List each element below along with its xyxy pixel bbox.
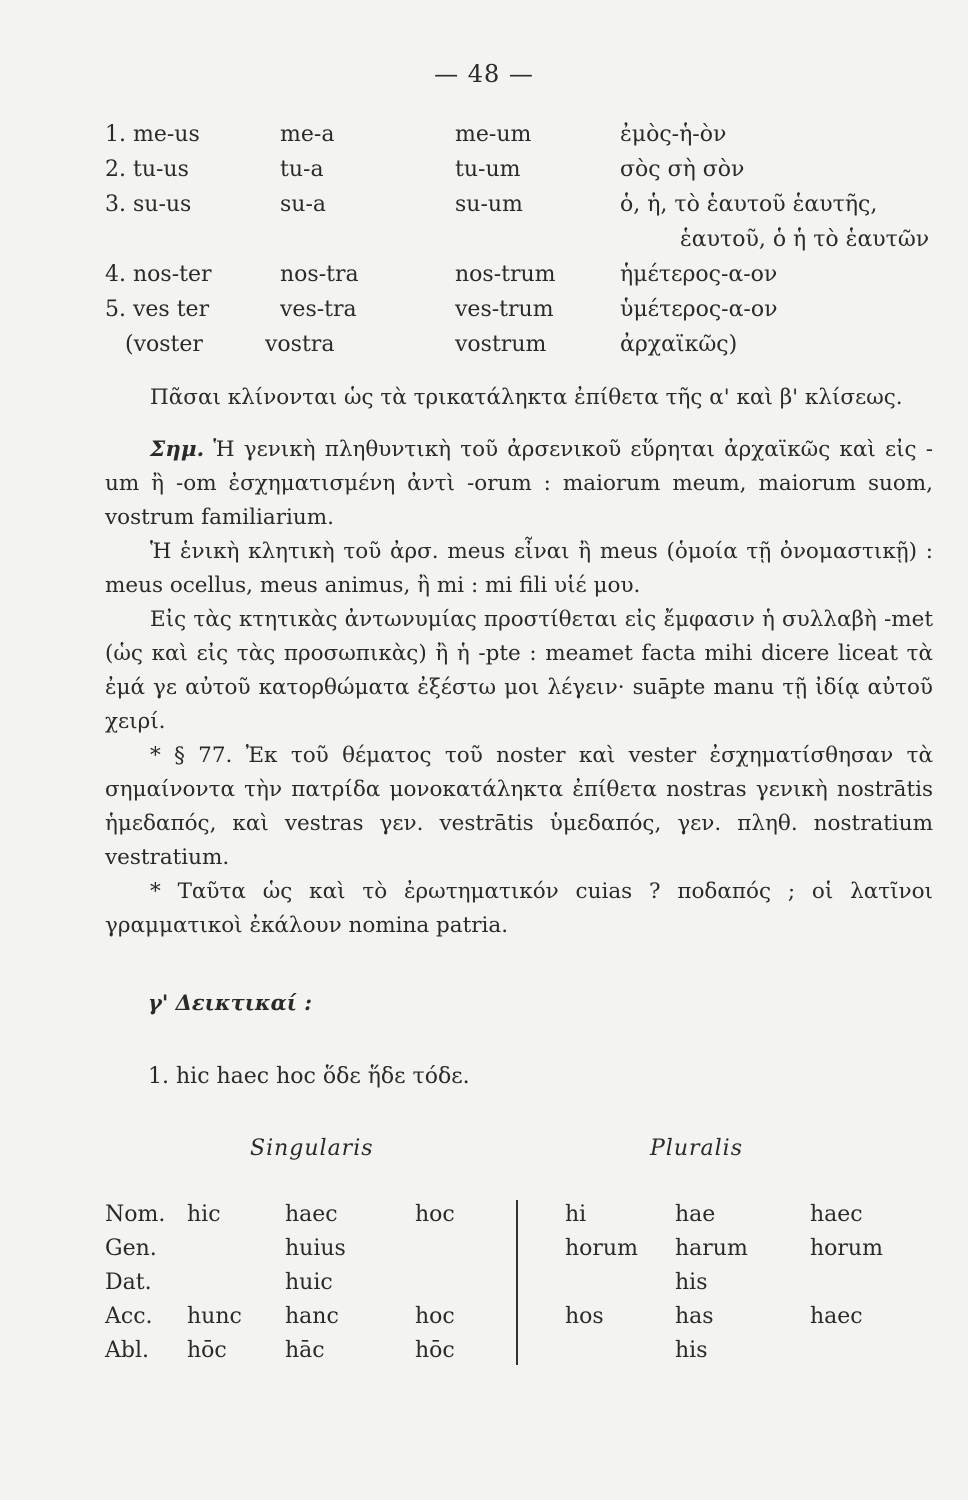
- table-cell: nos-trum: [455, 262, 556, 287]
- table-row: [105, 257, 935, 292]
- table-row: [105, 1232, 905, 1266]
- table-cell: ἀρχαϊκῶς): [620, 332, 738, 357]
- table-cell: hos: [565, 1304, 604, 1329]
- case-label: Dat.: [105, 1270, 152, 1295]
- table-cell: 1. me-us: [105, 122, 200, 147]
- table-cell: has: [675, 1304, 714, 1329]
- table-cell: vostrum: [455, 332, 547, 357]
- table-cell: hoc: [415, 1304, 455, 1329]
- table-row: [105, 1300, 905, 1334]
- table-cell: su-um: [455, 192, 523, 217]
- table-cell: horum: [810, 1236, 883, 1261]
- table-cell: hāc: [285, 1338, 325, 1363]
- table-row: [105, 152, 935, 187]
- table-cell: (voster: [125, 332, 203, 357]
- case-label: Gen.: [105, 1236, 157, 1261]
- declension-table: [105, 1198, 905, 1368]
- table-cell: hanc: [285, 1304, 339, 1329]
- possessive-pronoun-table: [105, 117, 935, 362]
- table-cell: nos-tra: [280, 262, 359, 287]
- section-heading: γ' Δεικτικαί :: [148, 990, 312, 1015]
- table-cell: hic: [187, 1202, 221, 1227]
- case-label: Acc.: [105, 1304, 153, 1329]
- table-cell: me-um: [455, 122, 532, 147]
- vocative-paragraph: Ἡ ἑνικὴ κλητικὴ τοῦ ἀρσ. meus εἶναι ἢ meus (ὁμοία τῇ ὀνομαστικῇ) : meus ocellus, meus animus, ἢ mi : mi fili υἱέ μου.: [105, 539, 933, 598]
- table-row: [105, 222, 935, 257]
- table-cell: hae: [675, 1202, 716, 1227]
- table-cell: haec: [810, 1202, 863, 1227]
- notes-block: [105, 433, 933, 943]
- section-77-paragraph: * § 77. Ἐκ τοῦ θέματος τοῦ noster καὶ vester ἐσχηματίσθησαν τὰ σημαίνοντα τὴν πατρίδα μονοκατάληκτα ἐπίθετα nostras γενικὴ nostrātis ἡμεδαπός, καὶ vestras γεν. vestrātis ὑμεδαπός, γεν. πληθ. nostratium vestratium.: [105, 743, 933, 870]
- table-cell: haec: [810, 1304, 863, 1329]
- table-cell: su-a: [280, 192, 327, 217]
- table-cell: hi: [565, 1202, 587, 1227]
- note-paragraph: [105, 433, 933, 535]
- table-cell: ὁ, ἡ, τὸ ἑαυτοῦ ἑαυτῆς,: [620, 192, 878, 217]
- table-cell: tu-um: [455, 157, 521, 182]
- body-text: [105, 381, 933, 415]
- note-label: Σημ.: [150, 437, 205, 462]
- table-row: [105, 1198, 905, 1232]
- table-row: [105, 327, 935, 362]
- table-cell: hoc: [415, 1202, 455, 1227]
- section-77-note: * Ταῦτα ὡς καὶ τὸ ἐρωτηματικόν cuias ? ποδαπός ; οἱ λατῖνοι γραμματικοὶ ἐκάλουν nomina patria.: [105, 879, 933, 938]
- case-label: Nom.: [105, 1202, 166, 1227]
- table-cell: huic: [285, 1270, 333, 1295]
- table-cell: ves-tra: [280, 297, 357, 322]
- table-cell: tu-a: [280, 157, 324, 182]
- table-cell: huius: [285, 1236, 346, 1261]
- declension-note: Πᾶσαι κλίνονται ὡς τὰ τρικατάληκτα ἐπίθετα τῆς α' καὶ β' κλίσεως.: [150, 385, 903, 410]
- table-cell: ἐμὸς-ἡ-ὸν: [620, 122, 727, 147]
- case-label: Abl.: [105, 1338, 149, 1363]
- table-cell: harum: [675, 1236, 748, 1261]
- table-cell: 3. su-us: [105, 192, 192, 217]
- table-cell: σὸς σὴ σὸν: [620, 157, 745, 182]
- page-number: — 48 —: [434, 60, 534, 88]
- table-cell: hunc: [187, 1304, 242, 1329]
- table-cell: ὑμέτερος-α-ον: [620, 297, 778, 322]
- table-row: [105, 292, 935, 327]
- table-cell: ἡμέτερος-α-ον: [620, 262, 778, 287]
- example-line: 1. hic haec hoc ὅδε ἥδε τόδε.: [148, 1064, 470, 1089]
- table-cell: vostra: [265, 332, 335, 357]
- table-cell: haec: [285, 1202, 338, 1227]
- singularis-header: Singularis: [250, 1136, 374, 1161]
- table-cell: me-a: [280, 122, 335, 147]
- table-cell: horum: [565, 1236, 638, 1261]
- table-row: [105, 117, 935, 152]
- table-cell: his: [675, 1270, 708, 1295]
- table-cell: ves-trum: [455, 297, 554, 322]
- table-cell: 5. ves ter: [105, 297, 210, 322]
- note-text: Ἡ γενικὴ πληθυντικὴ τοῦ ἀρσενικοῦ εὕρηται ἀρχαϊκῶς καὶ εἰς -um ἢ -om ἐσχηματισμένη ἀντὶ -orum : maiorum meum, maiorum suom, vostrum familiarium.: [105, 437, 933, 530]
- table-cell: 4. nos-ter: [105, 262, 212, 287]
- suffix-paragraph: Εἰς τὰς κτητικὰς ἀντωνυμίας προστίθεται εἰς ἔμφασιν ἡ συλλαβὴ -met (ὡς καὶ εἰς τὰς προσωπικὰς) ἢ ἡ -pte : meamet facta mihi dicere liceat τὰ ἐμά γε αὐτοῦ κατορθώματα ἐξέστω μοι λέγειν· suāpte manu τῇ ἰδίᾳ αὐτοῦ χειρί.: [105, 607, 933, 734]
- table-cell: ἑαυτοῦ, ὁ ἡ τὸ ἑαυτῶν: [680, 227, 930, 252]
- table-row: [105, 187, 935, 222]
- table-cell: 2. tu-us: [105, 157, 189, 182]
- table-row: [105, 1266, 905, 1300]
- table-cell: hōc: [187, 1338, 227, 1363]
- table-cell: hōc: [415, 1338, 455, 1363]
- table-cell: his: [675, 1338, 708, 1363]
- table-row: [105, 1334, 905, 1368]
- pluralis-header: Pluralis: [650, 1136, 744, 1161]
